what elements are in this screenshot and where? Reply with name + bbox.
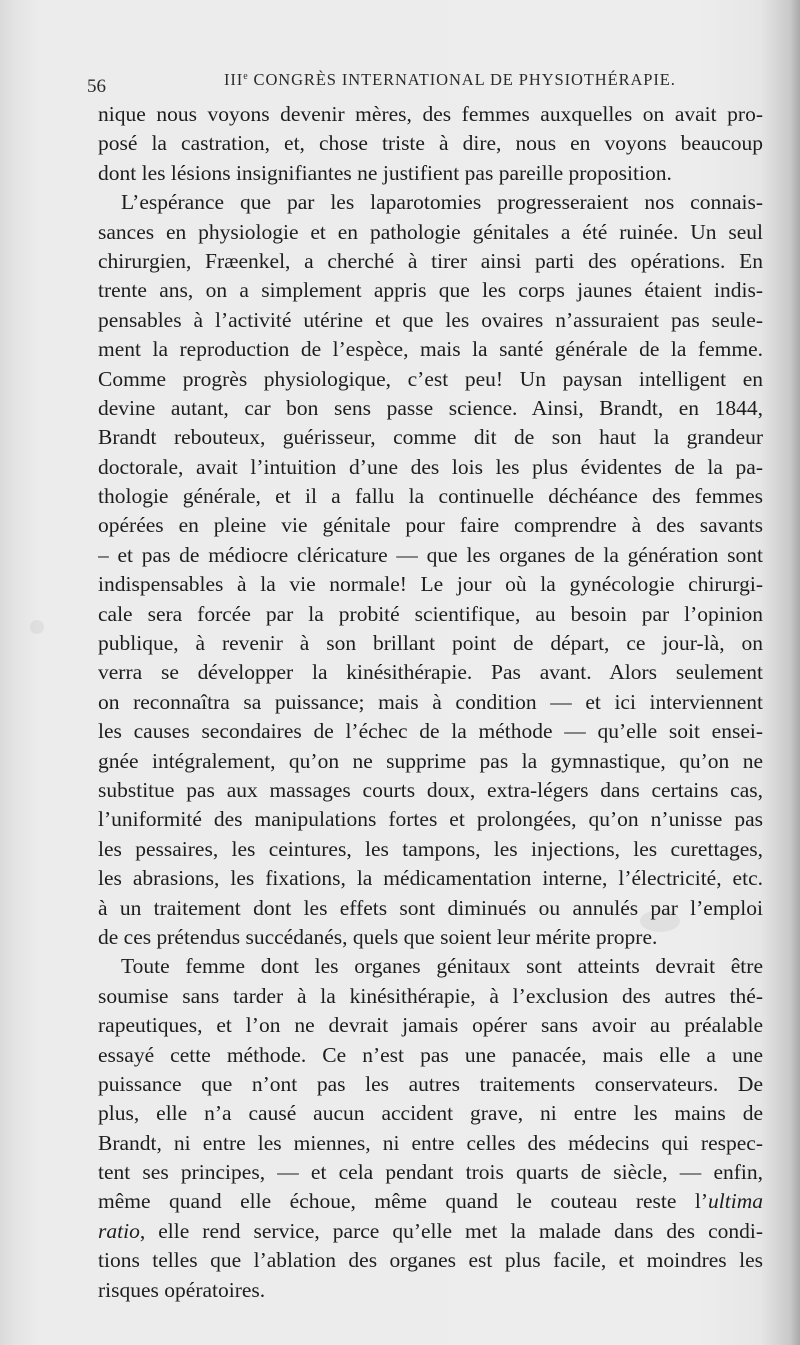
text-line: nique nous voyons devenir mères, des femmes auxquelles on avait pro- [98, 102, 763, 126]
text-segment: même quand elle échoue, même quand le couteau reste l’ [98, 1189, 709, 1214]
running-head-superscript: e [243, 71, 249, 82]
text-line: risques opératoires. [98, 1277, 266, 1302]
paragraph-1 [98, 100, 763, 188]
text-line: gnée intégralement, qu’on ne supprime pas la gymnastique, qu’on ne [98, 748, 763, 773]
text-line [98, 1217, 763, 1246]
text-line: ment la reproduction de l’espèce, mais la santé générale de la femme. [98, 337, 763, 362]
running-head-prefix: III [224, 70, 244, 89]
running-head [224, 70, 676, 90]
text-line: posé la castration, et, chose triste à dire, nous en voyons beaucoup [98, 131, 763, 156]
text-line: pensables à l’activité utérine et que les ovaires n’assuraient pas seule- [98, 307, 763, 332]
text-line: chirurgien, Fræenkel, a cherché à tirer ainsi parti des opérations. En [98, 248, 763, 273]
text-line: soumise sans tarder à la kinésithérapie, à l’exclusion des autres thé- [98, 983, 763, 1008]
text-line: L’espérance que par les laparotomies progresseraient nos connais- [121, 190, 763, 215]
text-line: devine autant, car bon sens passe science. Ainsi, Brandt, en 1844, [98, 395, 763, 420]
text-line: opérées en pleine vie génitale pour faire comprendre à des savants [98, 513, 763, 538]
text-line: les causes secondaires de l’échec de la méthode — qu’elle soit ensei- [98, 719, 763, 744]
text-line: publique, à revenir à son brillant point de départ, ce jour-là, on [98, 631, 763, 656]
text-line: dont les lésions insignifiantes ne justifient pas pareille proposition. [98, 160, 672, 185]
text-line: Toute femme dont les organes génitaux sont atteints devrait être [121, 954, 763, 979]
page-number: 56 [87, 76, 106, 97]
text-line: à un traitement dont les effets sont diminués ou annulés par l’emploi [98, 895, 763, 920]
text-line: puissance que n’ont pas les autres traitements conservateurs. De [98, 1071, 763, 1096]
text-line: de ces prétendus succédanés, quels que soient leur mérite propre. [98, 924, 658, 949]
text-line: indispensables à la vie normale! Le jour où la gynécologie chirurgi- [98, 572, 763, 597]
text-line: tions telles que l’ablation des organes est plus facile, et moindres les [98, 1248, 763, 1273]
text-line [98, 1187, 763, 1216]
text-segment: , elle rend service, parce qu’elle met la malade dans des condi- [139, 1218, 763, 1243]
text-line: substitue pas aux massages courts doux, extra-légers dans certains cas, [98, 777, 763, 802]
text-line: thologie générale, et il a fallu la continuelle déchéance des femmes [98, 484, 763, 509]
text-line: Brandt rebouteux, guérisseur, comme dit de son haut la grandeur [98, 425, 763, 450]
text-line: les abrasions, les fixations, la médicamentation interne, l’électricité, etc. [98, 866, 763, 891]
text-line: trente ans, on a simplement appris que les corps jaunes étaient indis- [98, 278, 763, 303]
text-line: les pessaires, les ceintures, les tampons, les injections, les curettages, [98, 836, 763, 861]
text-line: verra se développer la kinésithérapie. Pas avant. Alors seulement [98, 660, 763, 685]
paper-smudge [30, 620, 44, 634]
paragraph-3 [98, 952, 763, 1305]
text-line: plus, elle n’a causé aucun accident grave, ni entre les mains de [98, 1101, 763, 1126]
running-head-title: CONGRÈS INTERNATIONAL DE PHYSIOTHÉRAPIE. [248, 70, 676, 89]
text-line: Comme progrès physiologique, c’est peu! Un paysan intelligent en [98, 366, 763, 391]
text-line: essayé cette méthode. Ce n’est pas une panacée, mais elle a une [98, 1042, 763, 1067]
text-line: l’uniformité des manipulations fortes et prolongées, qu’on n’unisse pas [98, 807, 763, 832]
body-text [98, 100, 763, 1305]
text-line: rapeutiques, et l’on ne devrait jamais opérer sans avoir au préalable [98, 1013, 763, 1038]
text-line: – et pas de médiocre cléricature — que les organes de la génération sont [98, 542, 763, 567]
text-line: doctorale, avait l’intuition d’une des lois les plus évidentes de la pa- [98, 454, 763, 479]
text-line: on reconnaîtra sa puissance; mais à condition — et ici interviennent [98, 689, 763, 714]
text-line: tent ses principes, — et cela pendant trois quarts de siècle, — enfin, [98, 1160, 763, 1185]
italic-text: ultima [708, 1189, 763, 1214]
text-line: Brandt, ni entre les miennes, ni entre celles des médecins qui respec- [98, 1130, 763, 1155]
paragraph-2 [98, 188, 763, 952]
italic-text: ratio [98, 1218, 140, 1243]
text-line: sances en physiologie et en pathologie génitales a été ruinée. Un seul [98, 219, 763, 244]
paper-smudge [640, 910, 680, 932]
text-line: cale sera forcée par la probité scientifique, au besoin par l’opinion [98, 601, 763, 626]
